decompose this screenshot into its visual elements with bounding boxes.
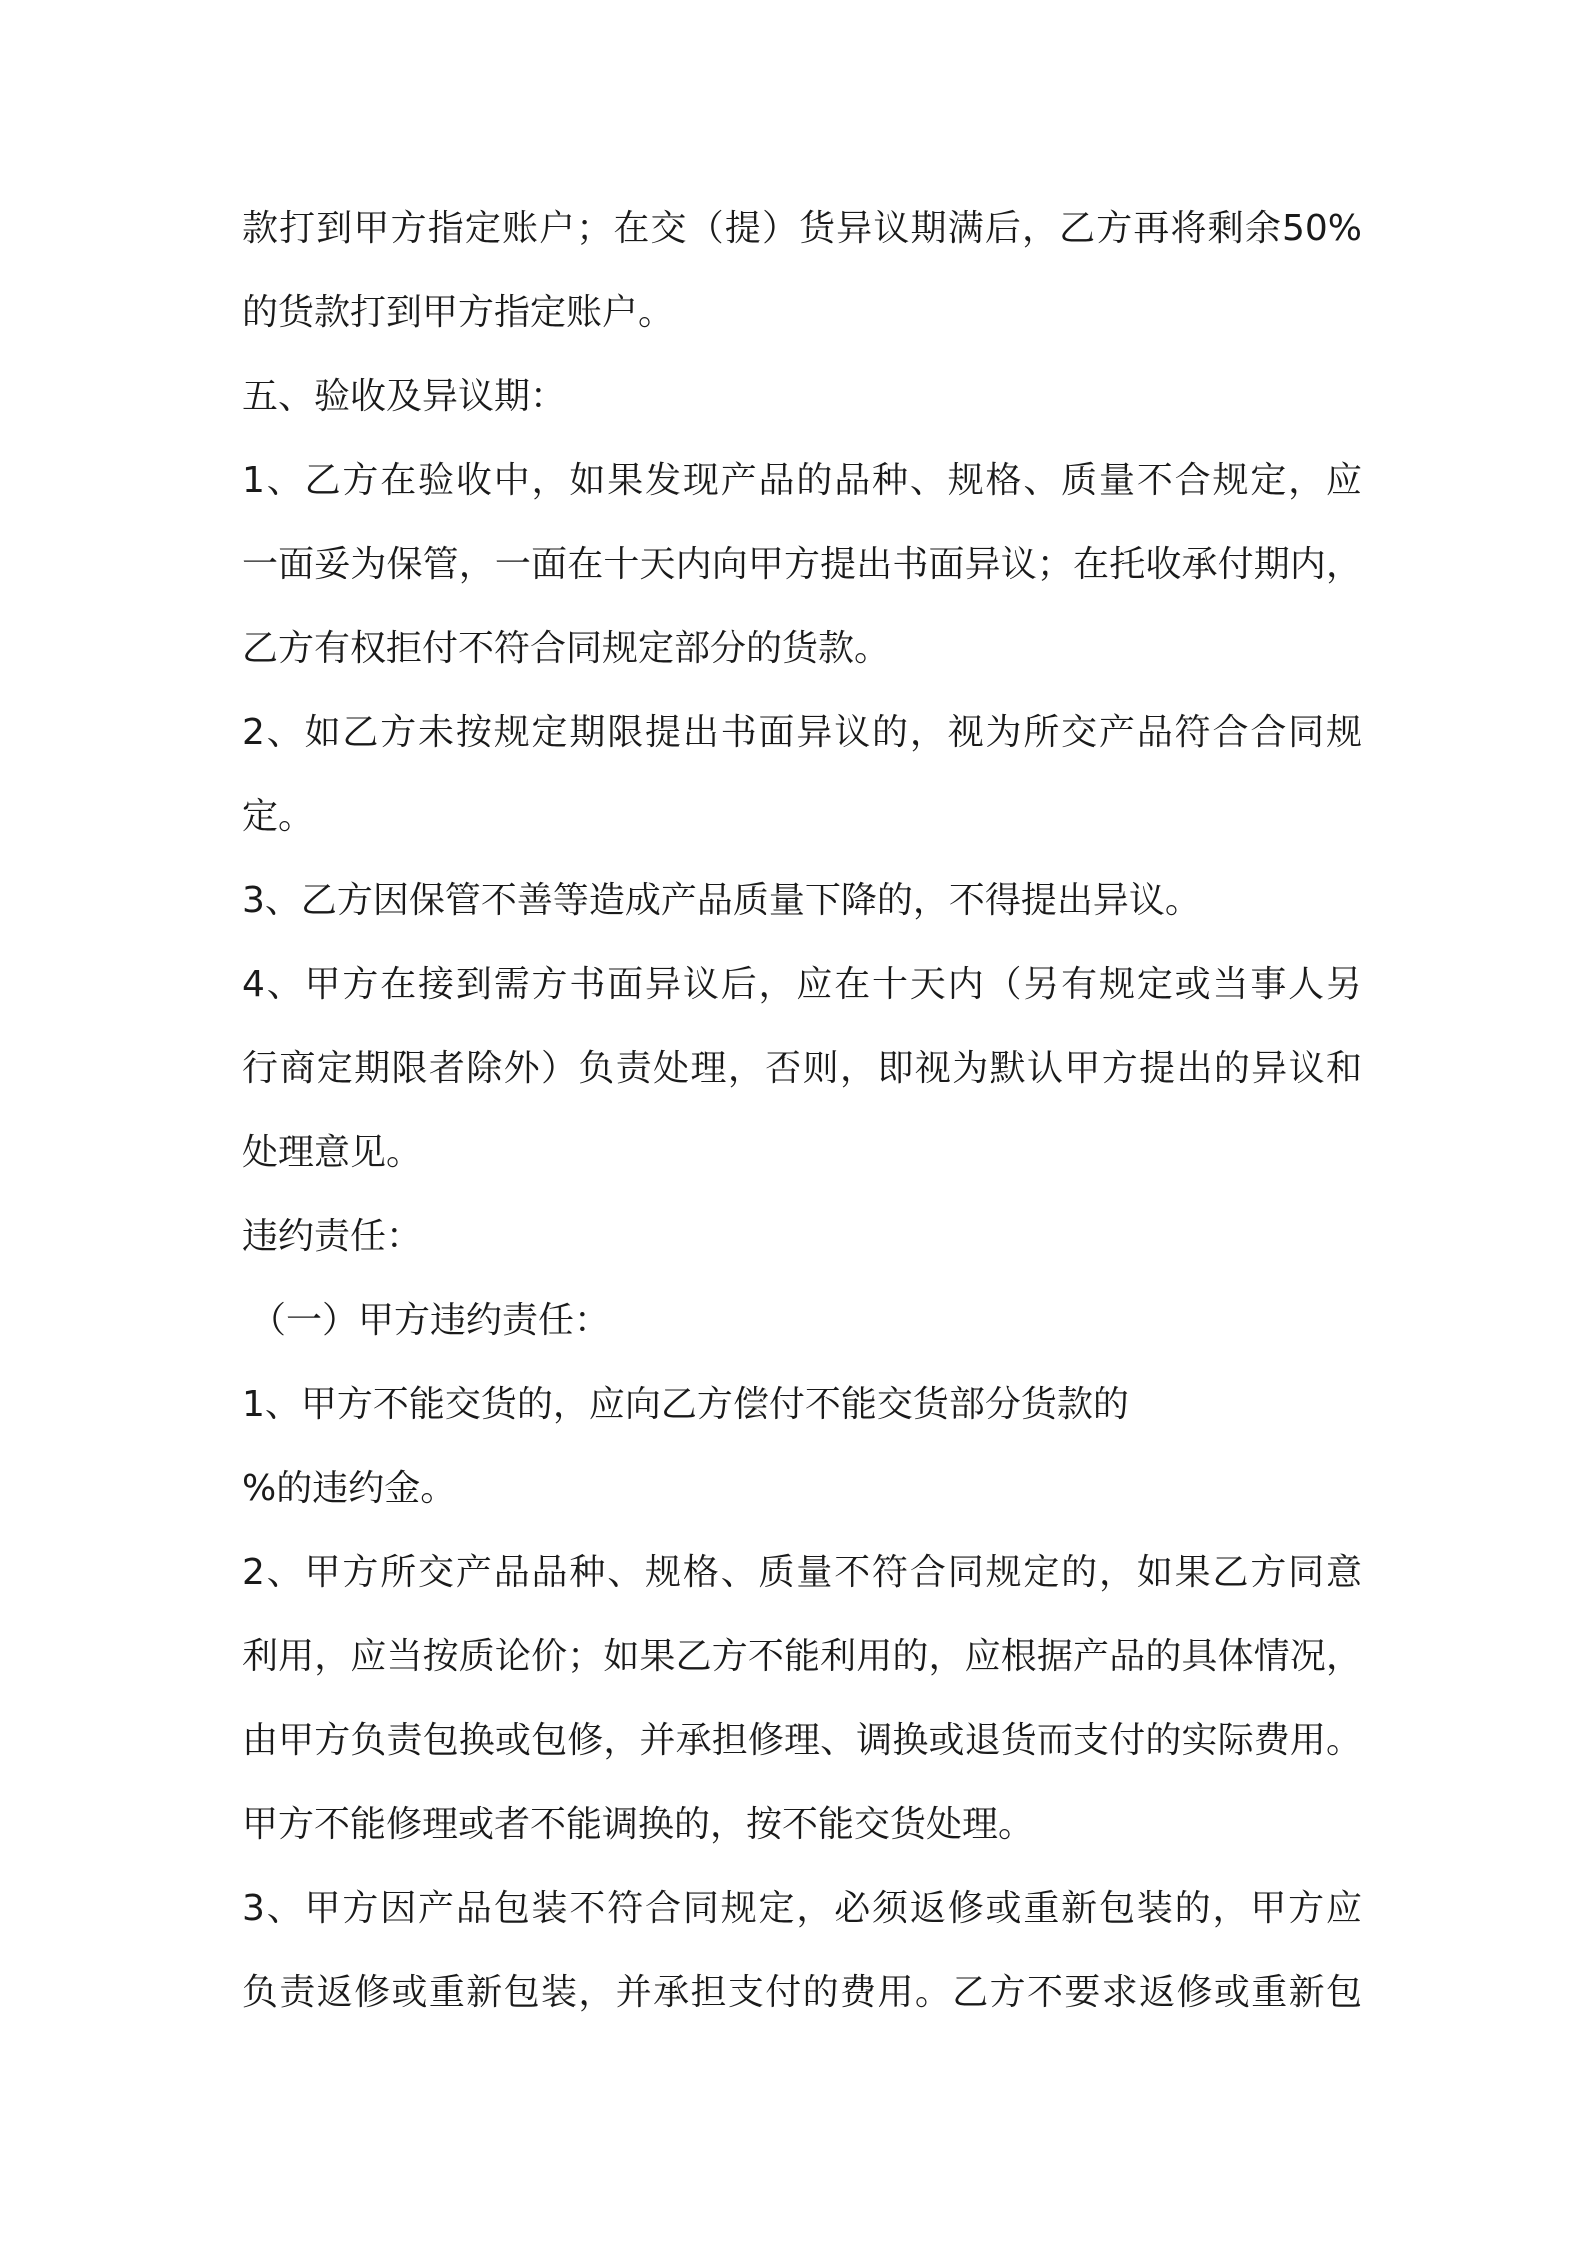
text-line: 款打到甲方指定账户；在交（提）货异议期满后，乙方再将剩余50% (242, 208, 1362, 249)
text-line: 甲方不能修理或者不能调换的，按不能交货处理。 (242, 1804, 1035, 1845)
text-line: 行商定期限者除外）负责处理，否则，即视为默认甲方提出的异议和 (242, 1048, 1362, 1089)
text-line: 4、甲方在接到需方书面异议后，应在十天内（另有规定或当事人另 (242, 964, 1362, 1005)
text-line: 处理意见。 (242, 1132, 423, 1173)
text-line: 负责返修或重新包装，并承担支付的费用。乙方不要求返修或重新包 (242, 1972, 1362, 2013)
text-line: 2、如乙方未按规定期限提出书面异议的，视为所交产品符合合同规 (242, 712, 1362, 753)
text-line: %的违约金。 (242, 1468, 457, 1509)
text-line: 一面妥为保管，一面在十天内向甲方提出书面异议；在托收承付期内， (242, 544, 1362, 585)
text-line: 2、甲方所交产品品种、规格、质量不符合同规定的，如果乙方同意 (242, 1552, 1362, 1593)
text-line: 3、乙方因保管不善等造成产品质量下降的，不得提出异议。 (242, 880, 1201, 921)
text-line: 3、甲方因产品包装不符合同规定，必须返修或重新包装的，甲方应 (242, 1888, 1362, 1929)
text-line: 乙方有权拒付不符合同规定部分的货款。 (242, 628, 891, 669)
text-line: 由甲方负责包换或包修，并承担修理、调换或退货而支付的实际费用。 (242, 1720, 1362, 1761)
text-line: 1、乙方在验收中，如果发现产品的品种、规格、质量不合规定，应 (242, 460, 1362, 501)
subsection-heading: （一）甲方违约责任： (250, 1300, 611, 1341)
section-heading: 违约责任： (242, 1216, 423, 1257)
text-line: 1、甲方不能交货的，应向乙方偿付不能交货部分货款的 (242, 1384, 1129, 1425)
text-line: 利用，应当按质论价；如果乙方不能利用的，应根据产品的具体情况， (242, 1636, 1362, 1677)
section-heading: 五、验收及异议期： (242, 376, 567, 417)
text-line: 的货款打到甲方指定账户。 (242, 292, 675, 333)
text-line: 定。 (242, 796, 315, 837)
